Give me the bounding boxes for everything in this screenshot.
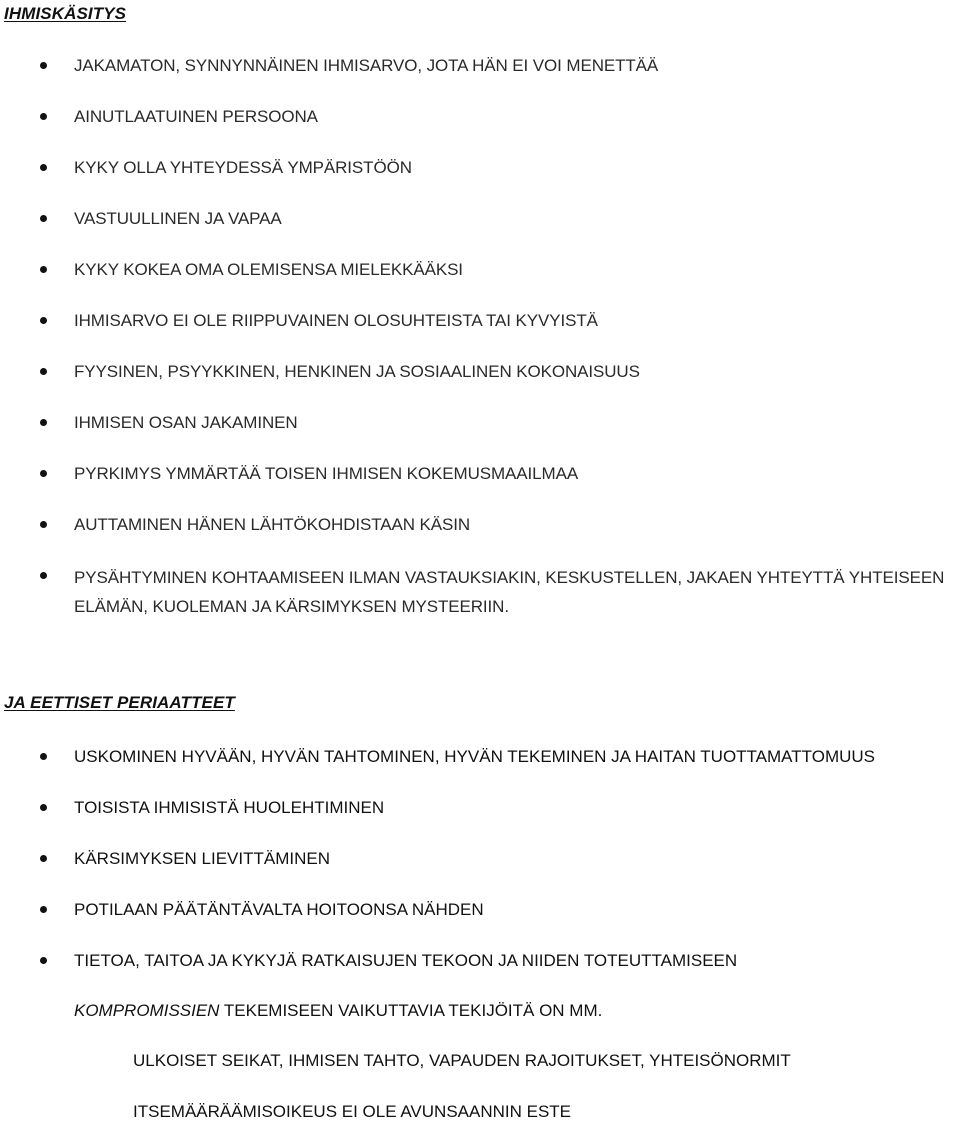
bullet-icon: [40, 62, 47, 69]
bullet-icon: [40, 419, 47, 426]
list-item: VASTUULLINEN JA VAPAA: [74, 209, 282, 228]
bullet-icon: [40, 906, 47, 913]
list-item: KYKY OLLA YHTEYDESSÄ YMPÄRISTÖÖN: [74, 158, 412, 177]
sub-item: ITSEMÄÄRÄÄMISOIKEUS EI OLE AVUNSAANNIN ESTE: [133, 1102, 572, 1121]
list-item: PYSÄHTYMINEN KOHTAAMISEEN ILMAN VASTAUKSIAKIN, KESKUSTELLEN, JAKAEN YHTEYTTÄ YHTEISEEN ELÄMÄN, KUOLEMAN JA KÄRSIMYKSEN MYSTEERIIN.: [74, 568, 945, 616]
list-item: PYRKIMYS YMMÄRTÄÄ TOISEN IHMISEN KOKEMUSMAAILMAA: [74, 464, 579, 483]
bullet-icon: [40, 753, 47, 760]
list-item: KÄRSIMYKSEN LIEVITTÄMINEN: [74, 849, 330, 868]
bullet-icon: [40, 521, 47, 528]
bullet-icon: [40, 266, 47, 273]
list-item: FYYSINEN, PSYYKKINEN, HENKINEN JA SOSIAALINEN KOKONAISUUS: [74, 362, 640, 381]
bullet-icon: [40, 113, 47, 120]
bullet-icon: [40, 164, 47, 171]
compromise-note-text: TEKEMISEEN VAIKUTTAVIA TEKIJÖITÄ ON MM.: [219, 1001, 603, 1020]
bullet-icon: [40, 317, 47, 324]
list-item: KYKY KOKEA OMA OLEMISENSA MIELEKKÄÄKSI: [74, 260, 463, 279]
compromise-note-italic: KOMPROMISSIEN: [74, 1001, 220, 1020]
list-item: POTILAAN PÄÄTÄNTÄVALTA HOITOONSA NÄHDEN: [74, 900, 484, 919]
list-item: USKOMINEN HYVÄÄN, HYVÄN TAHTOMINEN, HYVÄN TEKEMINEN JA HAITAN TUOTTAMATTOMUUS: [74, 747, 875, 766]
list-item: TIETOA, TAITOA JA KYKYJÄ RATKAISUJEN TEKOON JA NIIDEN TOTEUTTAMISEEN: [74, 951, 738, 970]
list-item: AINUTLAATUINEN PERSOONA: [74, 107, 318, 126]
bullet-icon: [40, 215, 47, 222]
list-item: JAKAMATON, SYNNYNNÄINEN IHMISARVO, JOTA HÄN EI VOI MENETTÄÄ: [74, 56, 659, 75]
bullet-icon: [40, 957, 47, 964]
bullet-icon: [40, 368, 47, 375]
section-heading-eettiset-periaatteet: JA EETTISET PERIAATTEET: [4, 693, 235, 712]
list-item: TOISISTA IHMISISTÄ HUOLEHTIMINEN: [74, 798, 385, 817]
list-item: IHMISARVO EI OLE RIIPPUVAINEN OLOSUHTEISTA TAI KYVYISTÄ: [74, 311, 598, 330]
bullet-icon: [40, 855, 47, 862]
section-heading-ihmiskasitys: IHMISKÄSITYS: [4, 4, 127, 23]
compromise-note: [74, 998, 602, 1023]
sub-item: ULKOISET SEIKAT, IHMISEN TAHTO, VAPAUDEN RAJOITUKSET, YHTEISÖNORMIT: [133, 1051, 791, 1070]
list-item: AUTTAMINEN HÄNEN LÄHTÖKOHDISTAAN KÄSIN: [74, 515, 471, 534]
bullet-icon: [40, 572, 47, 579]
list-item: IHMISEN OSAN JAKAMINEN: [74, 413, 298, 432]
bullet-icon: [40, 470, 47, 477]
bullet-icon: [40, 804, 47, 811]
